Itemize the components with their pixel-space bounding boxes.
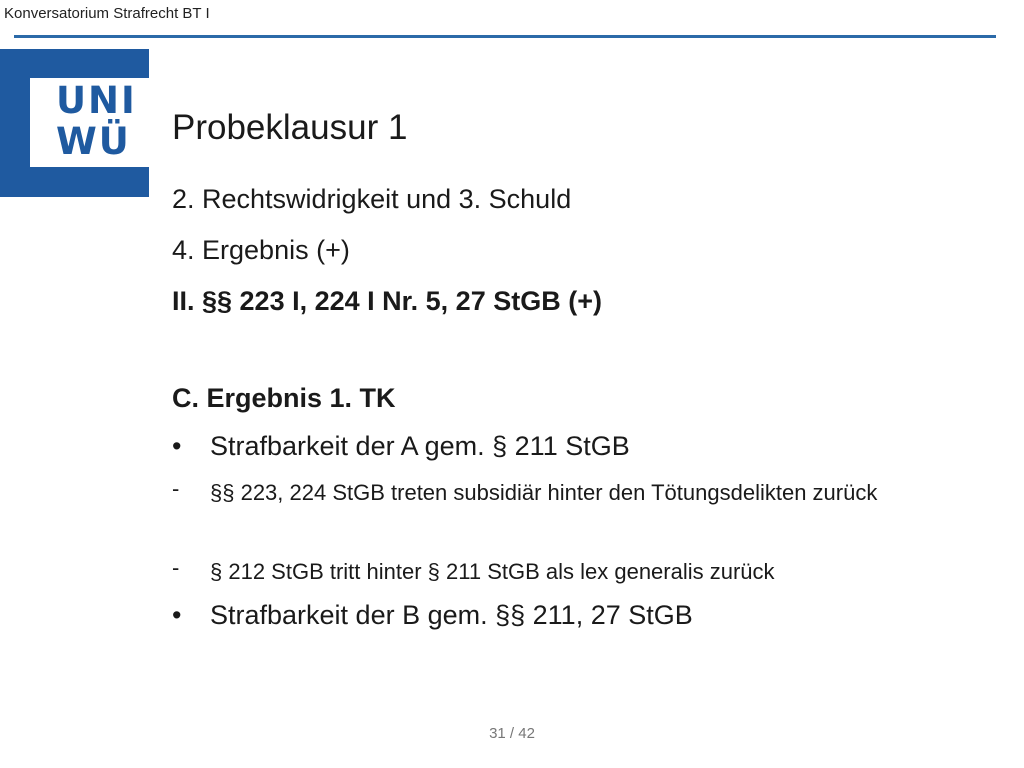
- content-line-ergebnis: 4. Ergebnis (+): [172, 235, 350, 265]
- logo-line-2: WÜ: [56, 120, 131, 163]
- content-line-rechtswidrigkeit: 2. Rechtswidrigkeit und 3. Schuld: [172, 184, 572, 214]
- content-line-section-ii: II. §§ 223 I, 224 I Nr. 5, 27 StGB (+): [172, 286, 602, 316]
- header-course-title: Konversatorium Strafrecht BT I: [4, 5, 210, 22]
- logo-wordmark: [56, 80, 137, 162]
- bullet-mark: •: [172, 600, 182, 630]
- content-heading-ergebnis-tk: C. Ergebnis 1. TK: [172, 383, 396, 413]
- slide-title: Probeklausur 1: [172, 108, 408, 147]
- logo-line-1: UNI: [56, 79, 137, 122]
- dash-text: § 212 StGB tritt hinter § 211 StGB als lex generalis zurück: [210, 559, 775, 584]
- dash-mark: -: [172, 555, 180, 580]
- dash-text: §§ 223, 224 StGB treten subsidiär hinter den Tötungsdelikten zurück: [210, 480, 878, 505]
- bullet-text: Strafbarkeit der B gem. §§ 211, 27 StGB: [210, 600, 693, 630]
- bullet-mark: •: [172, 431, 182, 461]
- bullet-text: Strafbarkeit der A gem. § 211 StGB: [210, 431, 630, 461]
- dash-mark: -: [172, 476, 180, 501]
- page-indicator: 31 / 42: [489, 725, 535, 742]
- header-rule: [14, 35, 996, 38]
- university-logo: [0, 49, 149, 197]
